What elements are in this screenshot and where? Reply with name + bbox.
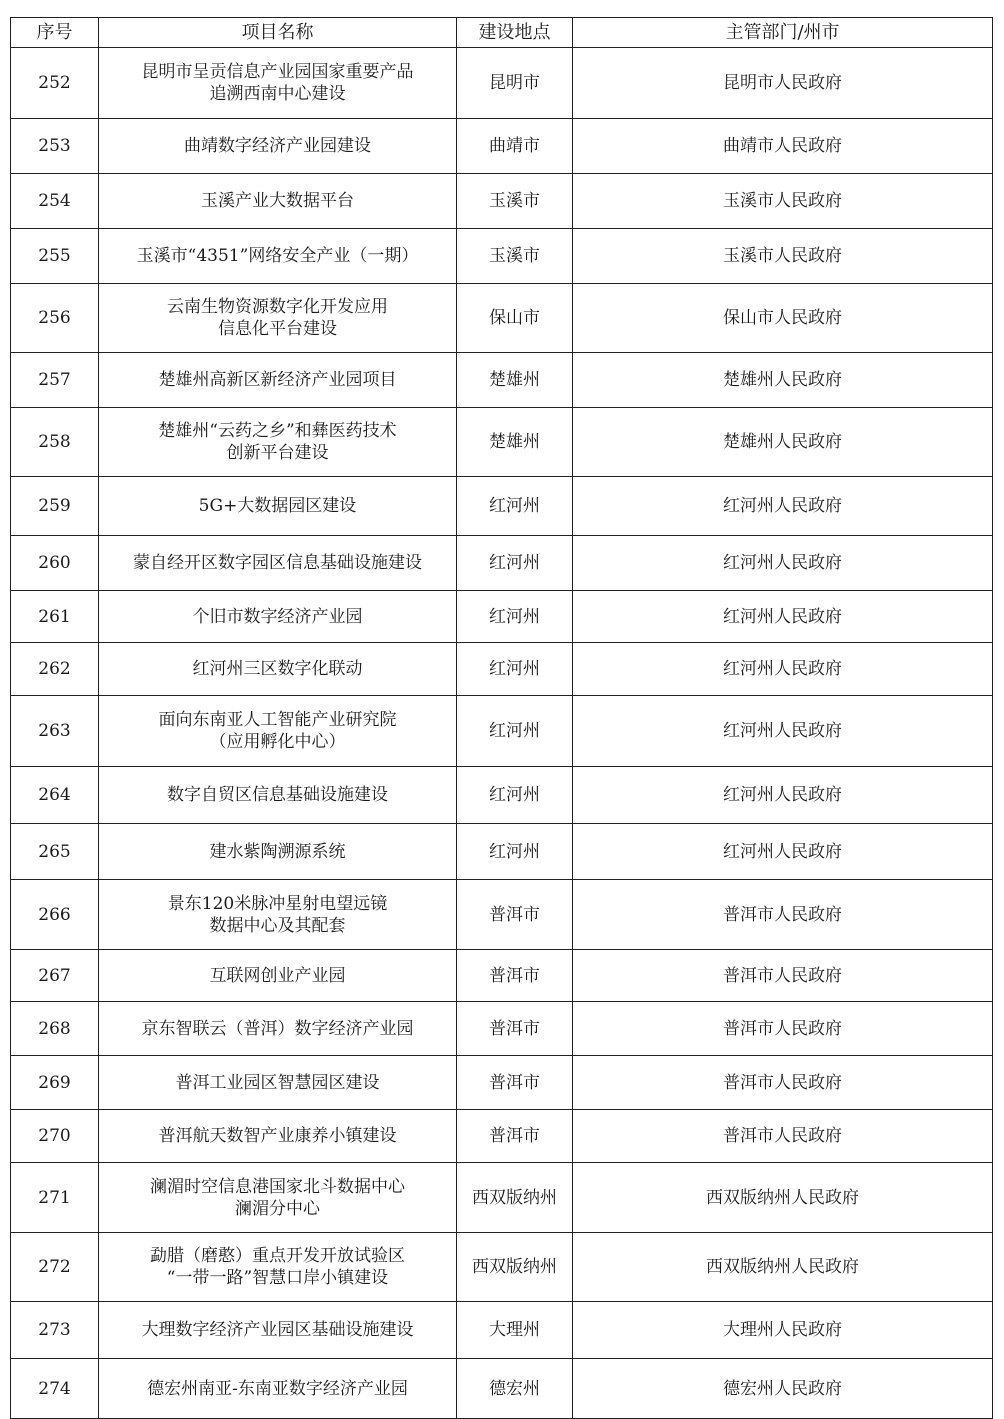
- row-name-cell: 曲靖数字经济产业园建设: [99, 119, 457, 174]
- row-no-cell: 260: [11, 536, 99, 591]
- header-name: 项目名称: [99, 18, 457, 48]
- table-row: [11, 229, 993, 284]
- table-row: [11, 643, 993, 696]
- row-dept-cell: 红河州人民政府: [573, 536, 993, 591]
- table-row: [11, 1302, 993, 1359]
- row-no-cell: 257: [11, 353, 99, 408]
- table-body: [11, 48, 993, 1419]
- table-row: [11, 1002, 993, 1056]
- row-no-cell: 259: [11, 477, 99, 536]
- row-name-cell: 普洱航天数智产业康养小镇建设: [99, 1110, 457, 1163]
- row-name-cell: 大理数字经济产业园区基础设施建设: [99, 1302, 457, 1359]
- row-dept-cell: 普洱市人民政府: [573, 1002, 993, 1056]
- project-table-wrapper: [10, 17, 992, 1419]
- row-dept-cell: 红河州人民政府: [573, 696, 993, 767]
- row-no-cell: 263: [11, 696, 99, 767]
- row-no-cell: 265: [11, 824, 99, 880]
- row-place-cell: 大理州: [457, 1302, 573, 1359]
- row-dept-cell: 红河州人民政府: [573, 477, 993, 536]
- row-name-cell: 昆明市呈贡信息产业园国家重要产品 追溯西南中心建设: [99, 48, 457, 119]
- row-name-cell: 个旧市数字经济产业园: [99, 591, 457, 643]
- row-name-cell: 楚雄州高新区新经济产业园项目: [99, 353, 457, 408]
- row-name-cell: 面向东南亚人工智能产业研究院 （应用孵化中心）: [99, 696, 457, 767]
- row-no-cell: 253: [11, 119, 99, 174]
- row-place-cell: 玉溪市: [457, 174, 573, 229]
- row-place-cell: 普洱市: [457, 1002, 573, 1056]
- table-row: [11, 880, 993, 950]
- row-no-cell: 258: [11, 408, 99, 477]
- row-no-cell: 254: [11, 174, 99, 229]
- row-no-cell: 252: [11, 48, 99, 119]
- row-name-cell: 勐腊（磨憨）重点开发开放试验区 “一带一路”智慧口岸小镇建设: [99, 1233, 457, 1302]
- row-dept-cell: 普洱市人民政府: [573, 880, 993, 950]
- header-dept: 主管部门/州市: [573, 18, 993, 48]
- row-no-cell: 261: [11, 591, 99, 643]
- row-dept-cell: 普洱市人民政府: [573, 1110, 993, 1163]
- table-row: [11, 48, 993, 119]
- row-place-cell: 昆明市: [457, 48, 573, 119]
- row-no-cell: 256: [11, 284, 99, 353]
- row-no-cell: 267: [11, 950, 99, 1002]
- row-place-cell: 普洱市: [457, 1110, 573, 1163]
- row-dept-cell: 大理州人民政府: [573, 1302, 993, 1359]
- row-name-cell: 普洱工业园区智慧园区建设: [99, 1056, 457, 1110]
- row-dept-cell: 玉溪市人民政府: [573, 174, 993, 229]
- row-no-cell: 270: [11, 1110, 99, 1163]
- table-row: [11, 284, 993, 353]
- row-name-cell: 京东智联云（普洱）数字经济产业园: [99, 1002, 457, 1056]
- row-dept-cell: 楚雄州人民政府: [573, 408, 993, 477]
- row-no-cell: 272: [11, 1233, 99, 1302]
- row-no-cell: 264: [11, 767, 99, 824]
- row-dept-cell: 西双版纳州人民政府: [573, 1233, 993, 1302]
- row-dept-cell: 普洱市人民政府: [573, 950, 993, 1002]
- table-row: [11, 1163, 993, 1233]
- header-row: [11, 18, 993, 48]
- row-place-cell: 玉溪市: [457, 229, 573, 284]
- row-dept-cell: 曲靖市人民政府: [573, 119, 993, 174]
- table-row: [11, 119, 993, 174]
- table-row: [11, 536, 993, 591]
- row-name-cell: 澜湄时空信息港国家北斗数据中心 澜湄分中心: [99, 1163, 457, 1233]
- row-no-cell: 266: [11, 880, 99, 950]
- row-place-cell: 红河州: [457, 591, 573, 643]
- table-row: [11, 950, 993, 1002]
- header-place: 建设地点: [457, 18, 573, 48]
- row-place-cell: 红河州: [457, 767, 573, 824]
- row-dept-cell: 昆明市人民政府: [573, 48, 993, 119]
- table-row: [11, 696, 993, 767]
- row-place-cell: 曲靖市: [457, 119, 573, 174]
- row-name-cell: 5G+大数据园区建设: [99, 477, 457, 536]
- table-row: [11, 408, 993, 477]
- table-row: [11, 353, 993, 408]
- row-name-cell: 建水紫陶溯源系统: [99, 824, 457, 880]
- row-no-cell: 268: [11, 1002, 99, 1056]
- row-name-cell: 云南生物资源数字化开发应用 信息化平台建设: [99, 284, 457, 353]
- row-dept-cell: 红河州人民政府: [573, 591, 993, 643]
- row-dept-cell: 保山市人民政府: [573, 284, 993, 353]
- row-place-cell: 红河州: [457, 536, 573, 591]
- row-dept-cell: 楚雄州人民政府: [573, 353, 993, 408]
- row-name-cell: 数字自贸区信息基础设施建设: [99, 767, 457, 824]
- table-row: [11, 824, 993, 880]
- row-place-cell: 红河州: [457, 477, 573, 536]
- table-row: [11, 767, 993, 824]
- row-place-cell: 红河州: [457, 696, 573, 767]
- table-row: [11, 1110, 993, 1163]
- project-table: [10, 17, 993, 1419]
- table-row: [11, 1233, 993, 1302]
- header-no: 序号: [11, 18, 99, 48]
- row-no-cell: 269: [11, 1056, 99, 1110]
- row-name-cell: 景东120米脉冲星射电望远镜 数据中心及其配套: [99, 880, 457, 950]
- row-name-cell: 红河州三区数字化联动: [99, 643, 457, 696]
- row-dept-cell: 红河州人民政府: [573, 767, 993, 824]
- row-place-cell: 保山市: [457, 284, 573, 353]
- row-dept-cell: 红河州人民政府: [573, 643, 993, 696]
- table-row: [11, 591, 993, 643]
- row-place-cell: 德宏州: [457, 1359, 573, 1419]
- row-name-cell: 楚雄州“云药之乡”和彝医药技术 创新平台建设: [99, 408, 457, 477]
- table-row: [11, 1056, 993, 1110]
- row-place-cell: 红河州: [457, 824, 573, 880]
- row-place-cell: 楚雄州: [457, 408, 573, 477]
- row-dept-cell: 西双版纳州人民政府: [573, 1163, 993, 1233]
- row-no-cell: 255: [11, 229, 99, 284]
- row-dept-cell: 德宏州人民政府: [573, 1359, 993, 1419]
- row-name-cell: 玉溪产业大数据平台: [99, 174, 457, 229]
- table-row: [11, 1359, 993, 1419]
- row-dept-cell: 红河州人民政府: [573, 824, 993, 880]
- row-dept-cell: 普洱市人民政府: [573, 1056, 993, 1110]
- row-place-cell: 楚雄州: [457, 353, 573, 408]
- table-row: [11, 477, 993, 536]
- row-no-cell: 273: [11, 1302, 99, 1359]
- row-name-cell: 互联网创业产业园: [99, 950, 457, 1002]
- row-place-cell: 普洱市: [457, 1056, 573, 1110]
- row-place-cell: 普洱市: [457, 950, 573, 1002]
- row-place-cell: 西双版纳州: [457, 1233, 573, 1302]
- row-name-cell: 德宏州南亚-东南亚数字经济产业园: [99, 1359, 457, 1419]
- table-row: [11, 174, 993, 229]
- row-place-cell: 西双版纳州: [457, 1163, 573, 1233]
- row-place-cell: 红河州: [457, 643, 573, 696]
- row-no-cell: 262: [11, 643, 99, 696]
- row-dept-cell: 玉溪市人民政府: [573, 229, 993, 284]
- row-no-cell: 271: [11, 1163, 99, 1233]
- row-name-cell: 玉溪市“4351”网络安全产业（一期）: [99, 229, 457, 284]
- row-place-cell: 普洱市: [457, 880, 573, 950]
- row-no-cell: 274: [11, 1359, 99, 1419]
- row-name-cell: 蒙自经开区数字园区信息基础设施建设: [99, 536, 457, 591]
